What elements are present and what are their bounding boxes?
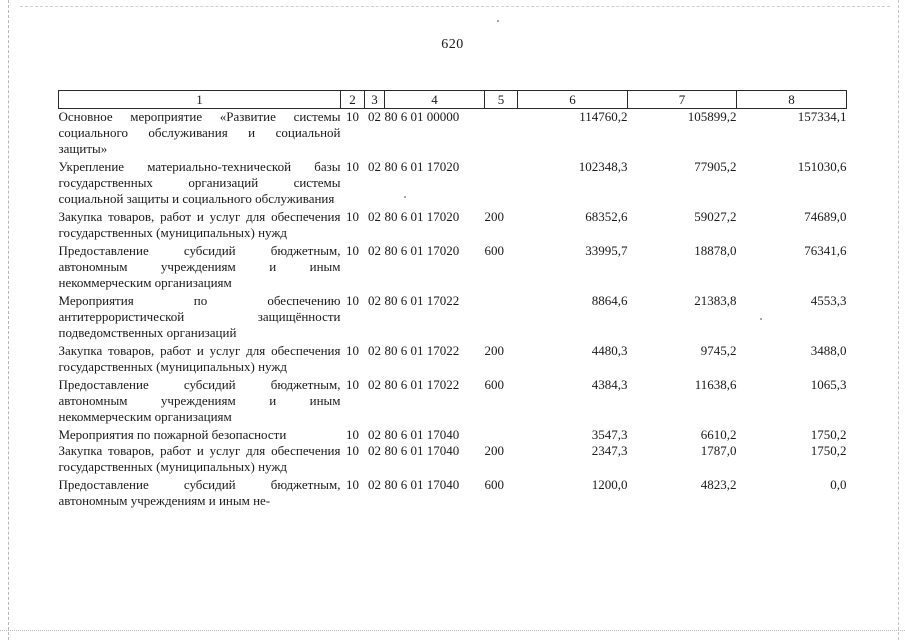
row-section: 10	[346, 243, 359, 258]
row-amount-6: 102348,3	[578, 159, 628, 174]
table-row	[59, 425, 847, 443]
column-header: 8	[737, 91, 847, 109]
row-section: 10	[346, 477, 359, 492]
column-header: 7	[628, 91, 737, 109]
row-name: Предоставление субсидий бюджетным, автономным учреждениям и иным некоммерческим организациям	[58, 243, 341, 290]
row-target-code: 80 6 01 17022	[384, 377, 460, 392]
table-row	[59, 291, 847, 341]
column-header: 4	[385, 91, 485, 109]
row-amount-7: 18878,0	[694, 243, 737, 258]
row-amount-8: 151030,6	[797, 159, 847, 174]
row-name: Предоставление субсидий бюджетным, автономным учреждениям и иным некоммерческим организациям	[58, 377, 341, 424]
row-amount-7: 21383,8	[694, 293, 737, 308]
table-row	[59, 375, 847, 425]
row-target-code: 80 6 01 17040	[384, 443, 460, 458]
row-subsection: 02	[368, 427, 381, 442]
row-section: 10	[346, 159, 359, 174]
row-target-code: 80 6 01 17020	[384, 243, 460, 258]
row-amount-8: 1750,2	[810, 427, 847, 442]
row-subsection: 02	[368, 293, 381, 308]
table-row	[59, 109, 847, 158]
row-section: 10	[346, 427, 359, 442]
scan-edge-right	[898, 0, 899, 640]
row-subsection: 02	[368, 477, 381, 492]
row-subsection: 02	[368, 443, 381, 458]
table-header-row	[59, 91, 847, 109]
row-expense-type: 200	[484, 343, 504, 358]
row-section: 10	[346, 209, 359, 224]
row-subsection: 02	[368, 109, 381, 124]
row-name: Закупка товаров, работ и услуг для обеспечения государственных (муниципальных) нужд	[58, 443, 341, 474]
row-amount-7: 77905,2	[694, 159, 737, 174]
table-row	[59, 157, 847, 207]
row-amount-8: 157334,1	[797, 109, 847, 124]
row-amount-8: 3488,0	[810, 343, 847, 358]
scan-edge-left	[8, 0, 9, 640]
row-expense-type: 200	[484, 443, 504, 458]
row-name: Закупка товаров, работ и услуг для обеспечения государственных (муниципальных) нужд	[58, 343, 341, 374]
row-expense-type	[485, 157, 518, 207]
row-amount-6: 4480,3	[591, 343, 628, 358]
row-target-code: 80 6 01 17020	[384, 209, 460, 224]
row-amount-6: 2347,3	[591, 443, 628, 458]
row-amount-6: 68352,6	[585, 209, 628, 224]
row-amount-7: 1787,0	[700, 443, 737, 458]
column-header: 1	[59, 91, 341, 109]
row-name: Основное мероприятие «Развитие системы социального обслуживания и социальной защиты»	[58, 109, 341, 156]
row-target-code: 80 6 01 17040	[384, 427, 460, 442]
page-number: 620	[441, 37, 464, 52]
row-amount-8: 1750,2	[810, 443, 847, 458]
row-subsection: 02	[368, 209, 381, 224]
budget-table	[58, 90, 847, 509]
row-amount-8: 76341,6	[804, 243, 847, 258]
row-amount-7: 4823,2	[700, 477, 737, 492]
row-amount-6: 114760,2	[579, 109, 628, 124]
row-amount-8: 0,0	[830, 477, 847, 492]
row-subsection: 02	[368, 343, 381, 358]
row-expense-type	[485, 425, 518, 443]
row-expense-type	[485, 109, 518, 158]
table-row	[59, 443, 847, 475]
row-amount-8: 74689,0	[804, 209, 847, 224]
row-target-code: 80 6 01 17022	[384, 293, 460, 308]
row-amount-6: 33995,7	[585, 243, 628, 258]
row-section: 10	[346, 443, 359, 458]
row-subsection: 02	[368, 377, 381, 392]
row-name: Закупка товаров, работ и услуг для обеспечения государственных (муниципальных) нужд	[58, 209, 341, 240]
row-name: Мероприятия по обеспечению антитеррористической защищённости подведомственных организаций	[58, 293, 341, 340]
row-target-code: 80 6 01 17040	[384, 477, 460, 492]
row-amount-8: 1065,3	[810, 377, 847, 392]
table-row	[59, 475, 847, 509]
row-amount-6: 1200,0	[591, 477, 628, 492]
row-amount-6: 4384,3	[591, 377, 628, 392]
row-name: Укрепление материально-технической базы государственных организаций системы социальной защиты и социального обслуживания	[58, 159, 341, 206]
row-section: 10	[346, 377, 359, 392]
scan-edge-bottom	[0, 630, 905, 631]
row-name: Предоставление субсидий бюджетным, автономным учреждениям и иным не-	[58, 477, 341, 508]
row-name: Мероприятия по пожарной безопасности	[58, 427, 287, 442]
row-amount-6: 8864,6	[591, 293, 628, 308]
row-expense-type: 600	[484, 243, 504, 258]
scan-edge-top	[20, 6, 890, 7]
row-subsection: 02	[368, 243, 381, 258]
row-expense-type: 600	[484, 477, 504, 492]
column-header: 5	[485, 91, 518, 109]
row-section: 10	[346, 293, 359, 308]
table-row	[59, 241, 847, 291]
row-expense-type: 600	[484, 377, 504, 392]
scan-speck	[497, 20, 499, 22]
table-row	[59, 341, 847, 375]
row-amount-7: 11638,6	[694, 377, 737, 392]
row-target-code: 80 6 01 17022	[384, 343, 460, 358]
row-amount-7: 59027,2	[694, 209, 737, 224]
row-target-code: 80 6 01 00000	[384, 109, 460, 124]
row-amount-7: 6610,2	[700, 427, 737, 442]
row-amount-6: 3547,3	[591, 427, 628, 442]
row-amount-7: 105899,2	[687, 109, 737, 124]
column-header: 3	[365, 91, 385, 109]
column-header: 2	[341, 91, 365, 109]
row-subsection: 02	[368, 159, 381, 174]
row-amount-8: 4553,3	[810, 293, 847, 308]
row-target-code: 80 6 01 17020	[384, 159, 460, 174]
row-amount-7: 9745,2	[700, 343, 737, 358]
row-expense-type	[485, 291, 518, 341]
row-expense-type: 200	[484, 209, 504, 224]
row-section: 10	[346, 343, 359, 358]
table-row	[59, 207, 847, 241]
column-header: 6	[518, 91, 628, 109]
row-section: 10	[346, 109, 359, 124]
